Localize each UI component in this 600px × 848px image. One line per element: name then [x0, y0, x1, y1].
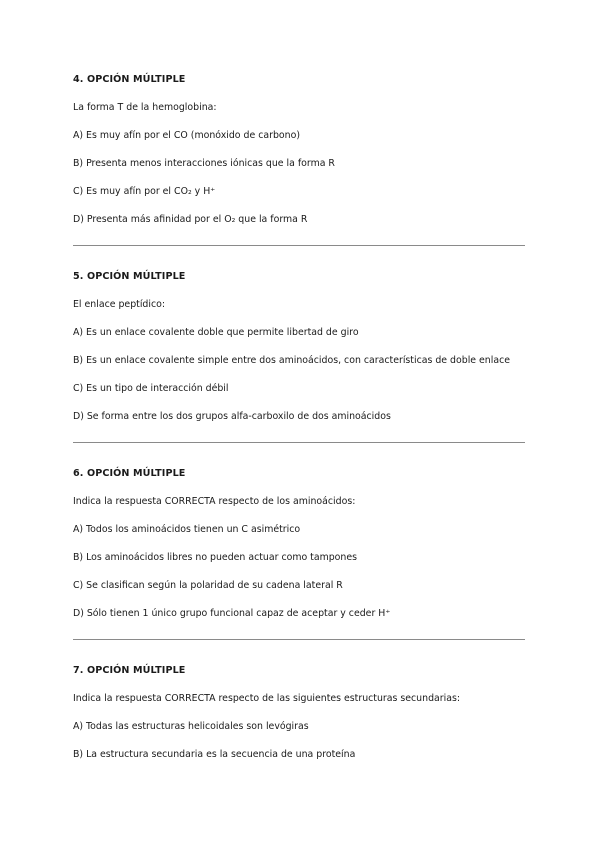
option-c: C) Se clasifican según la polaridad de su cadena lateral R [73, 580, 343, 591]
option-d: D) Presenta más afinidad por el O₂ que la forma R [73, 214, 308, 225]
question-stem: Indica la respuesta CORRECTA respecto de los aminoácidos: [73, 496, 356, 507]
question-stem: La forma T de la hemoglobina: [73, 102, 217, 113]
option-d: D) Se forma entre los dos grupos alfa-carboxilo de dos aminoácidos [73, 411, 391, 422]
question-stem: El enlace peptídico: [73, 299, 166, 310]
separator [73, 639, 525, 640]
question-stem: Indica la respuesta CORRECTA respecto de las siguientes estructuras secundarias: [73, 693, 461, 704]
question-title: 5. OPCIÓN MÚLTIPLE [73, 271, 186, 282]
document-page [73, 62, 525, 762]
option-b: B) Es un enlace covalente simple entre dos aminoácidos, con características de doble enlace [73, 355, 511, 366]
question-title: 6. OPCIÓN MÚLTIPLE [73, 468, 186, 479]
question-title: 7. OPCIÓN MÚLTIPLE [73, 665, 186, 676]
separator [73, 245, 525, 246]
question-5 [73, 270, 525, 424]
option-d: D) Sólo tienen 1 único grupo funcional capaz de aceptar y ceder H⁺ [73, 608, 391, 619]
option-b: B) Los aminoácidos libres no pueden actuar como tampones [73, 552, 358, 563]
option-a: A) Todas las estructuras helicoidales son levógiras [73, 721, 309, 732]
option-a: A) Es un enlace covalente doble que permite libertad de giro [73, 327, 359, 338]
separator [73, 442, 525, 443]
option-b: B) Presenta menos interacciones iónicas que la forma R [73, 158, 335, 169]
question-7 [73, 664, 525, 762]
option-c: C) Es un tipo de interacción débil [73, 383, 229, 394]
option-a: A) Todos los aminoácidos tienen un C asimétrico [73, 524, 301, 535]
option-a: A) Es muy afín por el CO (monóxido de carbono) [73, 130, 300, 141]
option-c: C) Es muy afín por el CO₂ y H⁺ [73, 186, 216, 197]
question-title: 4. OPCIÓN MÚLTIPLE [73, 74, 186, 85]
question-4 [73, 73, 525, 227]
option-b: B) La estructura secundaria es la secuencia de una proteína [73, 749, 356, 760]
question-6 [73, 467, 525, 621]
